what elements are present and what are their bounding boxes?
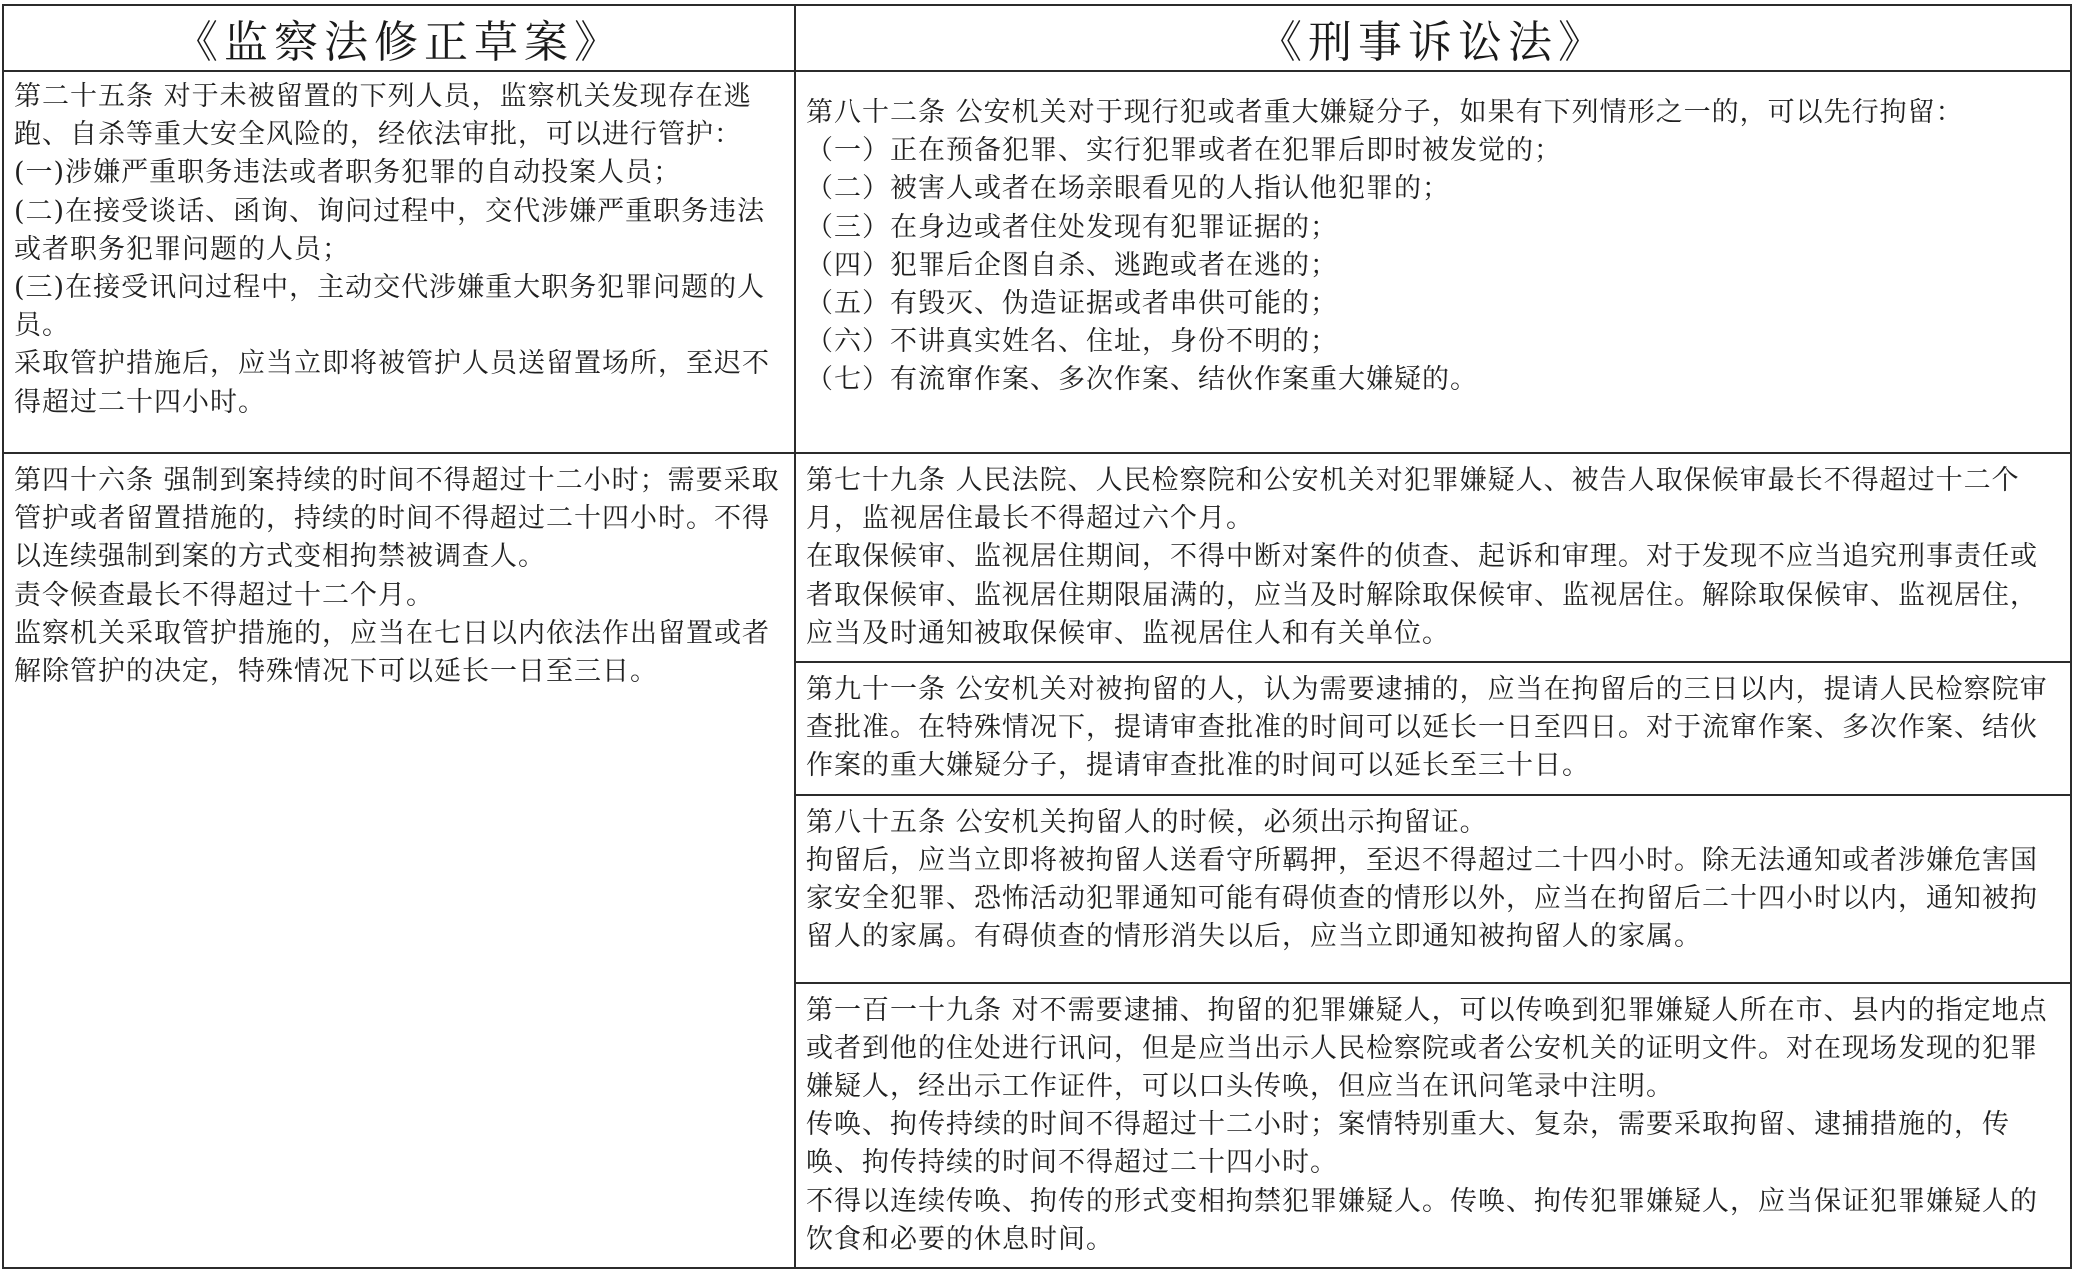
paragraph: （五）有毁灭、伪造证据或者串供可能的； (806, 288, 1338, 320)
paragraph: （二）被害人或者在场亲眼看见的人指认他犯罪的； (806, 173, 1450, 205)
paragraph: （一）正在预备犯罪、实行犯罪或者在犯罪后即时被发觉的； (806, 135, 1562, 167)
right-cell-article-82 (795, 71, 2071, 453)
paragraph: 采取管护措施后，应当立即将被管护人员送留置场所，至迟不得超过二十四小时。 (14, 348, 770, 418)
header-supervision-law-draft: 《监察法修正草案》 (3, 5, 795, 71)
paragraph: 不得以连续传唤、拘传的形式变相拘禁犯罪嫌疑人。传唤、拘传犯罪嫌疑人，应当保证犯罪嫌疑人的饮食和必要的休息时间。 (806, 1185, 2038, 1255)
paragraph: 拘留后，应当立即将被拘留人送看守所羁押，至迟不得超过二十四小时。除无法通知或者涉嫌危害国家安全犯罪、恐怖活动犯罪通知可能有碍侦查的情形以外，应当在拘留后二十四小时以内，通知被拘留人的家属。有碍侦查的情形消失以后，应当立即通知被拘留人的家属。 (806, 844, 2038, 953)
header-row (3, 5, 2071, 71)
header-criminal-procedure-law: 《刑事诉讼法》 (795, 5, 2071, 71)
right-cell-article-79 (795, 453, 2071, 662)
table-row (3, 71, 2071, 453)
paragraph: （六）不讲真实姓名、住址，身份不明的； (806, 326, 1338, 358)
right-cell-article-85 (795, 795, 2071, 983)
left-cell-article-46 (3, 453, 795, 1268)
paragraph: 责令候查最长不得超过十二个月。 (14, 579, 434, 611)
right-cell-article-119 (795, 983, 2071, 1268)
comparison-table (2, 4, 2072, 1269)
paragraph: 第二十五条 对于未被留置的下列人员，监察机关发现存在逃跑、自杀等重大安全风险的，经依法审批，可以进行管护： (14, 81, 752, 151)
paragraph: (二)在接受谈话、函询、询问过程中，交代涉嫌严重职务违法或者职务犯罪问题的人员； (14, 195, 766, 265)
right-cell-article-91 (795, 662, 2071, 795)
paragraph: 第四十六条 强制到案持续的时间不得超过十二小时；需要采取管护或者留置措施的，持续的时间不得超过二十四小时。不得以连续强制到案的方式变相拘禁被调查人。 (14, 465, 780, 573)
paragraph: 第七十九条 人民法院、人民检察院和公安机关对犯罪嫌疑人、被告人取保候审最长不得超过十二个月，监视居住最长不得超过六个月。 (806, 465, 2020, 535)
paragraph: 第九十一条 公安机关对被拘留的人，认为需要逮捕的，应当在拘留后的三日以内，提请人民检察院审查批准。在特殊情况下，提请审查批准的时间可以延长一日至四日。对于流窜作案、多次作案、结伙作案的重大嫌疑分子，提请审查批准的时间可以延长至三十日。 (806, 674, 2048, 782)
paragraph: （三）在身边或者住处发现有犯罪证据的； (806, 211, 1338, 243)
paragraph: (三)在接受讯问过程中，主动交代涉嫌重大职务犯罪问题的人员。 (14, 272, 766, 342)
paragraph: 传唤、拘传持续的时间不得超过十二小时；案情特别重大、复杂，需要采取拘留、逮捕措施的，传唤、拘传持续的时间不得超过二十四小时。 (806, 1109, 2010, 1179)
paragraph: 在取保候审、监视居住期间，不得中断对案件的侦查、起诉和审理。对于发现不应当追究刑事责任或者取保候审、监视居住期限届满的，应当及时解除取保候审、监视居住。解除取保候审、监视居住，应当及时通知被取保候审、监视居住人和有关单位。 (806, 541, 2038, 649)
paragraph: 第八十五条 公安机关拘留人的时候，必须出示拘留证。 (806, 806, 1488, 838)
left-cell-article-25 (3, 71, 795, 453)
paragraph: （四）犯罪后企图自杀、逃跑或者在逃的； (806, 249, 1338, 281)
paragraph: (一)涉嫌严重职务违法或者职务犯罪的自动投案人员； (14, 157, 682, 189)
paragraph: 监察机关采取管护措施的，应当在七日以内依法作出留置或者解除管护的决定，特殊情况下可以延长一日至三日。 (14, 617, 770, 688)
paragraph: （七）有流窜作案、多次作案、结伙作案重大嫌疑的。 (806, 364, 1478, 396)
paragraph: 第八十二条 公安机关对于现行犯或者重大嫌疑分子，如果有下列情形之一的，可以先行拘留： (806, 97, 1964, 128)
table-row (3, 453, 2071, 662)
paragraph: 第一百一十九条 对不需要逮捕、拘留的犯罪嫌疑人，可以传唤到犯罪嫌疑人所在市、县内的指定地点或者到他的住处进行讯问，但是应当出示人民检察院或者公安机关的证明文件。对在现场发现的犯罪嫌疑人，经出示工作证件，可以口头传唤，但应当在讯问笔录中注明。 (806, 994, 2048, 1103)
